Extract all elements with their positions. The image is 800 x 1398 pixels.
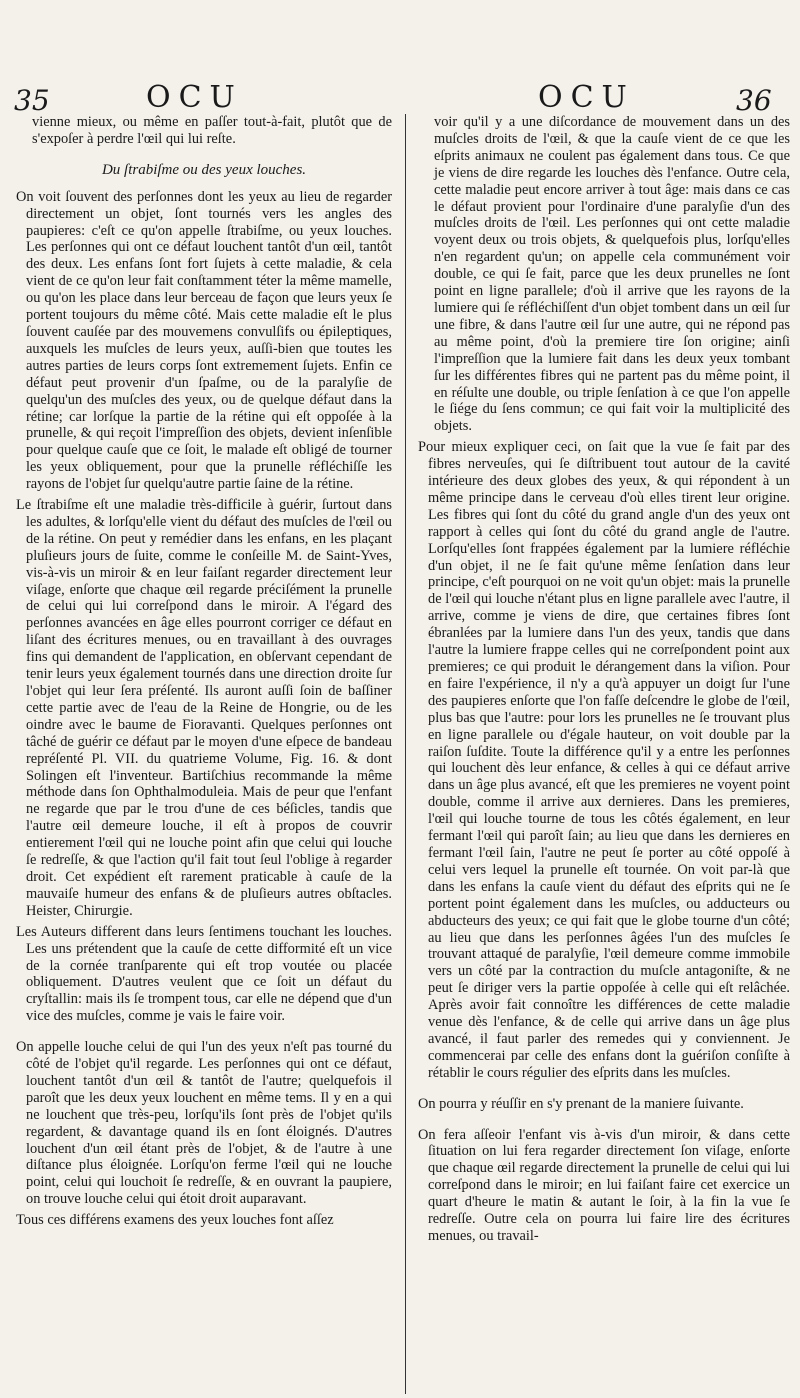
section-heading: Du ſtrabiſme ou des yeux louches. <box>101 161 307 178</box>
paragraph: On appelle louche celui de qui l'un des yeux n'eſt pas tourné du côté de l'objet qu'il regarde. Les perſonnes qui ont ce défaut, louchent tantôt d'un œil & tantôt de l'autre; quelquefois il paroît que les deux yeux louchent en même tems. Il y en a qui ne louchent que très-peu, lorſqu'ils ſont près de l'objet qu'ils regardent, & davantage quand ils en ſont éloignés. D'autres louchent d'un œil étant près de l'objet, & de l'autre à une diſtance plus éloignée. Lorſqu'on ferme l'œil qui ne louche point, celui qui louchoit ſe redreſſe, & en ouvrant la paupiere, on trouve louche celui qui étoit droit auparavant. <box>16 1039 392 1208</box>
paragraph: On fera aſſeoir l'enfant vis à-vis d'un miroir, & dans cette ſituation on lui fera regarder directement ſon viſage, enſorte que chaque œil regarde directement la prunelle de celui qui lui correſpond dans le miroir; en lui faiſant faire cet exercice un quart d'heure le matin & autant le ſoir, à la fin la vue ſe redreſſe. Outre cela on pourra lui faire lire des écritures menues, ou travail- <box>418 1126 790 1244</box>
column-divider <box>405 114 406 1394</box>
right-page-number: 36 <box>736 84 772 117</box>
right-column <box>418 114 790 1394</box>
paragraph: On voit ſouvent des perſonnes dont les yeux au lieu de regarder directement un objet, ſont tournés vers les angles des paupieres: c'eſt ce qu'on appelle ſtrabiſme, ou yeux louches. Les perſonnes qui ont ce défaut louchent tantôt d'un œil, tantôt des deux. Les enfans ſont fort ſujets à cette maladie, & cela vient de ce qu'on leur fait conſtamment téter la même mamelle, ou qu'on les place dans leur berceau de façon que leurs yeux ſe portent toujours du même côté. Mais cette maladie eſt le plus ſouvent cauſée par des mouvemens convulſifs ou épileptiques, auxquels les muſcles de leurs yeux, auſſi-bien que toutes les autres parties de leurs corps ſont extremement ſujets. Enfin ce défaut peut provenir d'un ſpaſme, ou de la paralyſie de quelqu'un des muſcles des yeux, ou de quelque défaut dans la rétine; car lorſque la partie de la rétine qui eſt oppoſée à la prunelle, & qui reçoit l'impreſſion des objets, devient inſenſible pour quelque cauſe que ce ſoit, le malade eſt obligé de tourner les yeux obliquement, pour que la prunelle réfléchiſſe les rayons de l'objet ſur quelqu'autre partie ſaine de la rétine. <box>16 188 392 493</box>
left-running-head: OCU <box>146 80 243 115</box>
paragraph: Tous ces différens examens des yeux louches font aſſez <box>16 1212 334 1229</box>
left-page-number: 35 <box>14 84 50 117</box>
left-column <box>16 114 392 1394</box>
paragraph: On pourra y réuſſir en s'y prenant de la maniere ſuivante. <box>418 1095 744 1112</box>
paragraph: Pour mieux expliquer ceci, on ſait que la vue ſe fait par des fibres nerveuſes, qui ſe diſtribuent tout autour de la cavité intérieure des deux globes des yeux, & qui répondent à un même principe dans le cerveau d'où elles tirent leur origine. Les fibres qui ſont du côté du grand angle d'un des yeux ont rapport à celles qui ſont du côté du grand angle de l'autre. Lorſqu'elles ſont frappées également par la lumiere réfléchie d'un objet, il ne ſe fait qu'une même ſenſation dans leur principe, c'eſt pourquoi on ne voit qu'un objet: mais la prunelle de l'œil qui louche n'étant plus en ligne parallele avec l'autre, il arrive, comme je viens de dire, que certaines fibres ſont ébranlées par la lumiere dans l'un des yeux, tandis que dans l'autre la lumiere frappe celles qui ne correſpondent point aux premieres; ce qui produit le dérangement dans la viſion. Pour en faire l'expérience, il n'y a qu'à appuyer un doigt ſur l'une des paupieres enſorte que l'on faſſe deſcendre le globe de l'œil, plus bas que l'autre: pour lors les prunelles ne ſe trouvant plus en ligne parallele ou d'égale hauteur, on voit double par la raiſon ſuſdite. Toute la différence qu'il y a entre les perſonnes qui louchent dès leur enfance, & celles à qui ce défaut arrive dans un âge plus avancé, eſt que les premieres ne voyent point double, comme il arrive aux dernieres. Dans les premieres, l'œil qui louche tourne de tous les côtés également, en leur fermant l'œil qui paroît ſain; au lieu que dans les dernieres en fermant l'œil ſain, l'autre ne peut ſe porter au côté oppoſé à celui vers lequel la prunelle eſt tournée. On voit par-là que dans les enfans la cauſe vient du défaut des eſprits qui ne ſe portent point également dans les muſcles, ou adducteurs ou abducteurs des yeux; ce qui fait que le globe tourne d'un côté; au lieu que dans les perſonnes âgées l'un des muſcles ſe trouvant attaqué de paralyſie, l'œil demeure comme immobile vers un côté par la contraction du muſcle antagoniſte, & ne peut ſe diriger vers la partie oppoſée à celle qui eſt relâchée. Après avoir fait connoître les différences de cette maladie venue dès l'enfance, & de celle qui arrive dans un âge plus avancé, il faut parler des remedes qui y conviennent. Je commencerai par celle des enfans dont la guériſon conſiſte à rétablir le cours régulier des eſprits dans les muſcles. <box>418 439 790 1081</box>
paragraph: Les Auteurs different dans leurs ſentimens touchant les louches. Les uns prétendent que la cauſe de cette difformité eſt un vice de la cornée tranſparente qui eſt trop voutée ou placée obliquement. D'autres veulent que ce ſoit un défaut du cryſtallin: mais ils ſe trompent tous, car elle ne dépend que d'un vice des muſcles, comme je vais le faire voir. <box>16 923 392 1025</box>
paragraph: Le ſtrabiſme eſt une maladie très-difficile à guérir, ſurtout dans les adultes, & lorſqu'elle vient du défaut des muſcles de l'œil ou de la rétine. On peut y remédier dans les enfans, en les plaçant pluſieurs jours de ſuite, comme le conſeille M. de Saint-Yves, vis-à-vis un miroir & en leur faiſant regarder directement leur viſage, enſorte que chaque œil regarde préciſément la prunelle de celui qui lui correſpond dans le miroir. A l'égard des perſonnes avancées en âge elles pourront corriger ce défaut en liſant des écritures menues, ou en travaillant à des ouvrages fins qui demandent de l'application, en obſervant cependant de tenir leurs yeux également tournés dans une direction droite ſur l'objet qui leur ſera préſenté. Ils auront auſſi ſoin de baſſiner cette partie avec de l'eau de la Reine de Hongrie, ou de les oindre avec le baume de Fioravanti. Quelques perſonnes ont tâché de guérir ce défaut par le moyen d'une eſpece de bandeau repréſenté Pl. VII. du quatrieme Volume, Fig. 16. & dont Solingen eſt l'inventeur. Bartiſchius recommande la même méthode dans ſon Ophthalmoduleia. Mais de peur que l'enfant ne regarde que par le trou d'une de ces béſicles, tandis que l'autre œil demeure louche, il eſt à propos de couvrir entierement l'œil qui ne louche point afin que celui qui louche ſe redreſſe, & que l'action qu'il fait tout ſeul l'oblige à regarder droit. Cet expédient eſt rarement praticable à cauſe de la mauvaiſe humeur des enfans & de pluſieurs autres obſtacles. Heister, Chirurgie. <box>16 497 392 919</box>
page-header <box>0 0 800 117</box>
right-running-head: OCU <box>538 80 635 115</box>
paragraph: voir qu'il y a une diſcordance de mouvement dans un des muſcles droits de l'œil, & que la cauſe vient de ce que les eſprits animaux ne coulent pas également dans tous. Ce que je viens de dire regarde les louches dès l'enfance. Outre cela, cette maladie peut encore arriver à tout âge: mais dans ce cas le défaut provient pour l'ordinaire d'une paralyſie d'un des muſcles droits de l'œil. Les perſonnes qui ont cette maladie voyent deux ou trois objets, & quelquefois plus, lorſqu'elles n'en regardent qu'un; on appelle cela communément voir double, ce qui ſe fait, parce que les deux prunelles ne ſont point en ligne parallele; d'où il arrive que les rayons de la lumiere qui ſe réfléchiſſent d'un objet tombent dans un œil ſur une fibre, & dans l'autre œil ſur une autre, qui ne répond pas au même point, d'où la premiere tire ſon origine; ainſi l'impreſſion que la lumiere fait dans les deux yeux tombant ſur les différentes fibres qui ne partent pas du même point, il en réſulte une double, ou triple ſenſation à ce que l'on appelle le ſiége du ſens commun; ce qui fait voir la multiplicité des objets. <box>434 114 790 435</box>
paragraph: vienne mieux, ou même en paſſer tout-à-fait, plutôt que de s'expoſer à perdre l'œil qui lui reſte. <box>32 114 392 147</box>
